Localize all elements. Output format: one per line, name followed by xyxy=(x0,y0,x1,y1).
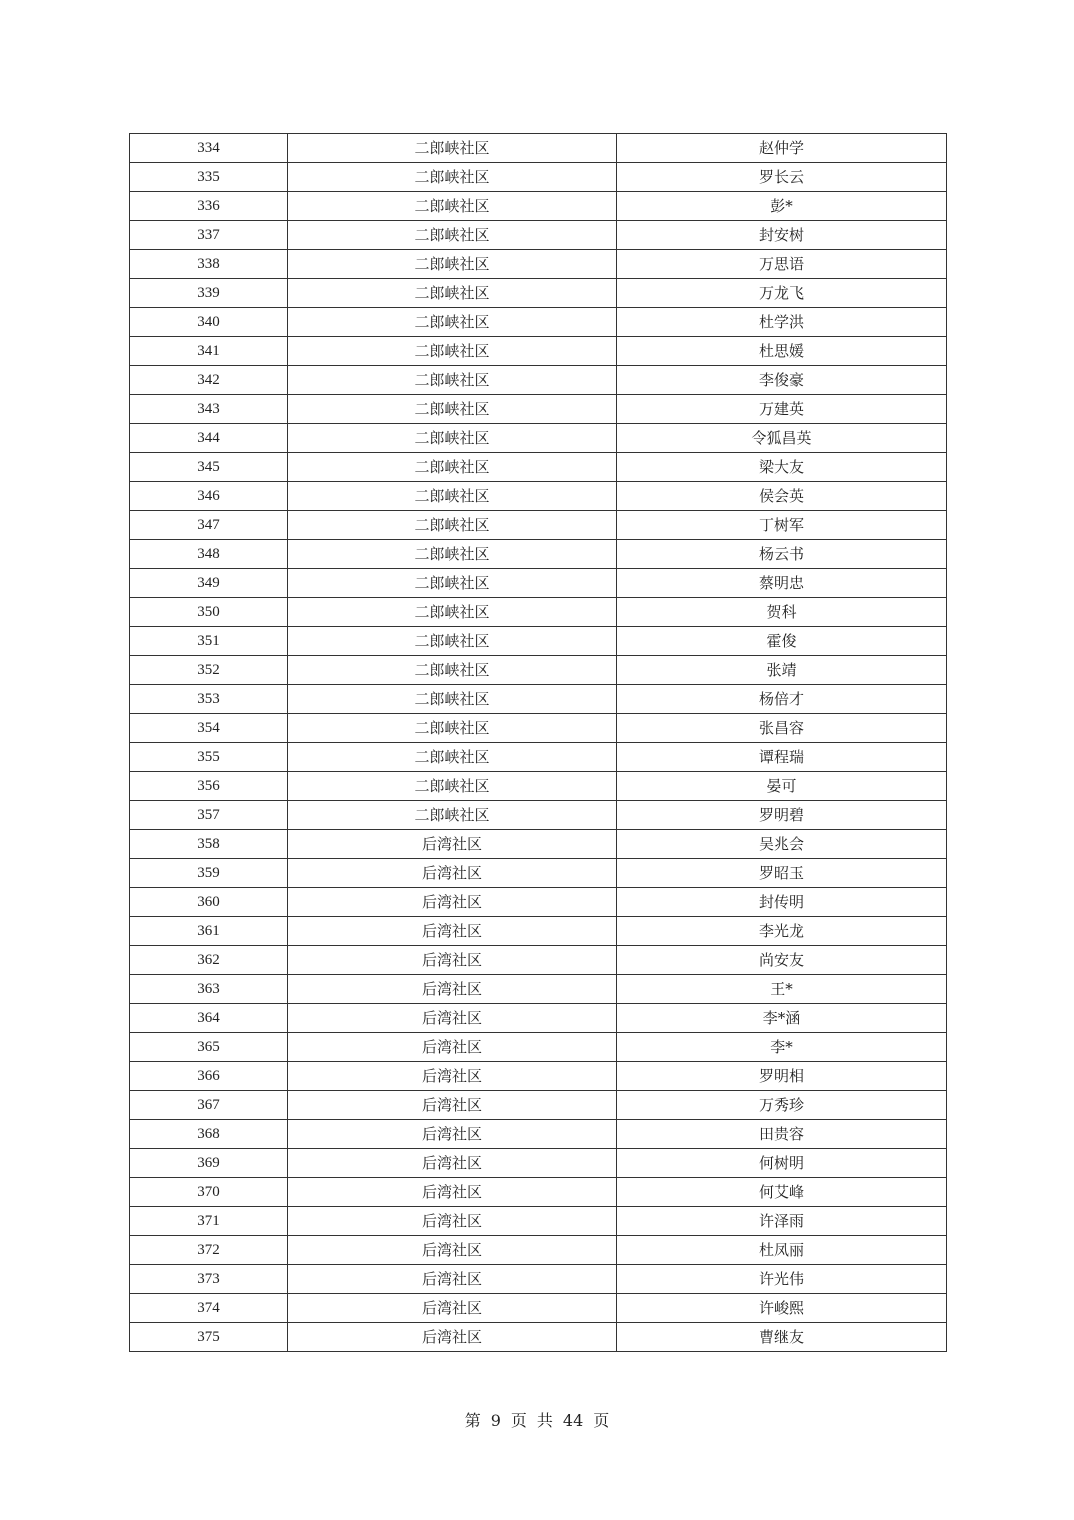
serial-number-cell: 353 xyxy=(130,685,288,714)
person-name-cell: 罗昭玉 xyxy=(617,859,947,888)
table-row xyxy=(130,1033,947,1062)
serial-number-cell: 341 xyxy=(130,337,288,366)
serial-number-cell: 367 xyxy=(130,1091,288,1120)
serial-number-cell: 337 xyxy=(130,221,288,250)
serial-number-cell: 340 xyxy=(130,308,288,337)
table-row xyxy=(130,366,947,395)
serial-number-cell: 361 xyxy=(130,917,288,946)
table-row xyxy=(130,888,947,917)
community-cell: 后湾社区 xyxy=(288,1236,617,1265)
serial-number-cell: 338 xyxy=(130,250,288,279)
person-name-cell: 张昌容 xyxy=(617,714,947,743)
community-cell: 二郎峡社区 xyxy=(288,366,617,395)
person-name-cell: 侯会英 xyxy=(617,482,947,511)
footer-page-word: 页 xyxy=(510,1411,527,1430)
community-cell: 二郎峡社区 xyxy=(288,482,617,511)
person-name-cell: 何艾峰 xyxy=(617,1178,947,1207)
community-cell: 二郎峡社区 xyxy=(288,511,617,540)
community-cell: 二郎峡社区 xyxy=(288,714,617,743)
table-row xyxy=(130,1062,947,1091)
serial-number-cell: 368 xyxy=(130,1120,288,1149)
serial-number-cell: 335 xyxy=(130,163,288,192)
table-row xyxy=(130,1091,947,1120)
table-row xyxy=(130,511,947,540)
table-row xyxy=(130,192,947,221)
community-cell: 后湾社区 xyxy=(288,1091,617,1120)
table-row xyxy=(130,337,947,366)
serial-number-cell: 346 xyxy=(130,482,288,511)
community-cell: 后湾社区 xyxy=(288,917,617,946)
table-row xyxy=(130,424,947,453)
community-cell: 后湾社区 xyxy=(288,888,617,917)
table-row xyxy=(130,685,947,714)
footer-prefix: 第 xyxy=(464,1411,481,1430)
table-row xyxy=(130,163,947,192)
community-cell: 二郎峡社区 xyxy=(288,308,617,337)
roster-table-body xyxy=(130,134,947,1352)
community-cell: 二郎峡社区 xyxy=(288,192,617,221)
person-name-cell: 封安树 xyxy=(617,221,947,250)
community-cell: 后湾社区 xyxy=(288,1033,617,1062)
table-row xyxy=(130,946,947,975)
serial-number-cell: 339 xyxy=(130,279,288,308)
serial-number-cell: 362 xyxy=(130,946,288,975)
community-cell: 后湾社区 xyxy=(288,1149,617,1178)
serial-number-cell: 344 xyxy=(130,424,288,453)
serial-number-cell: 347 xyxy=(130,511,288,540)
serial-number-cell: 350 xyxy=(130,598,288,627)
community-cell: 二郎峡社区 xyxy=(288,337,617,366)
person-name-cell: 赵仲学 xyxy=(617,134,947,163)
person-name-cell: 罗长云 xyxy=(617,163,947,192)
community-cell: 二郎峡社区 xyxy=(288,598,617,627)
footer-suffix: 页 xyxy=(593,1411,610,1430)
person-name-cell: 吴兆会 xyxy=(617,830,947,859)
person-name-cell: 贺科 xyxy=(617,598,947,627)
person-name-cell: 李俊豪 xyxy=(617,366,947,395)
person-name-cell: 许峻熙 xyxy=(617,1294,947,1323)
table-row xyxy=(130,221,947,250)
serial-number-cell: 352 xyxy=(130,656,288,685)
person-name-cell: 万秀珍 xyxy=(617,1091,947,1120)
person-name-cell: 杜凤丽 xyxy=(617,1236,947,1265)
serial-number-cell: 369 xyxy=(130,1149,288,1178)
person-name-cell: 许泽雨 xyxy=(617,1207,947,1236)
serial-number-cell: 375 xyxy=(130,1323,288,1352)
community-cell: 二郎峡社区 xyxy=(288,134,617,163)
serial-number-cell: 358 xyxy=(130,830,288,859)
community-cell: 后湾社区 xyxy=(288,1178,617,1207)
community-cell: 二郎峡社区 xyxy=(288,685,617,714)
community-cell: 后湾社区 xyxy=(288,1004,617,1033)
community-cell: 二郎峡社区 xyxy=(288,540,617,569)
table-row xyxy=(130,308,947,337)
page-footer xyxy=(0,1409,1074,1433)
serial-number-cell: 334 xyxy=(130,134,288,163)
serial-number-cell: 365 xyxy=(130,1033,288,1062)
serial-number-cell: 342 xyxy=(130,366,288,395)
serial-number-cell: 355 xyxy=(130,743,288,772)
person-name-cell: 万龙飞 xyxy=(617,279,947,308)
person-name-cell: 蔡明忠 xyxy=(617,569,947,598)
table-row xyxy=(130,134,947,163)
person-name-cell: 田贵容 xyxy=(617,1120,947,1149)
serial-number-cell: 336 xyxy=(130,192,288,221)
person-name-cell: 李*涵 xyxy=(617,1004,947,1033)
community-cell: 二郎峡社区 xyxy=(288,627,617,656)
community-cell: 二郎峡社区 xyxy=(288,772,617,801)
table-row xyxy=(130,1323,947,1352)
table-row xyxy=(130,395,947,424)
person-name-cell: 令狐昌英 xyxy=(617,424,947,453)
person-name-cell: 罗明碧 xyxy=(617,801,947,830)
person-name-cell: 何树明 xyxy=(617,1149,947,1178)
community-cell: 后湾社区 xyxy=(288,975,617,1004)
person-name-cell: 李* xyxy=(617,1033,947,1062)
table-row xyxy=(130,1149,947,1178)
person-name-cell: 万建英 xyxy=(617,395,947,424)
community-cell: 后湾社区 xyxy=(288,830,617,859)
community-cell: 后湾社区 xyxy=(288,1207,617,1236)
serial-number-cell: 360 xyxy=(130,888,288,917)
community-cell: 后湾社区 xyxy=(288,1323,617,1352)
community-cell: 二郎峡社区 xyxy=(288,424,617,453)
roster-table xyxy=(129,133,947,1352)
person-name-cell: 李光龙 xyxy=(617,917,947,946)
community-cell: 后湾社区 xyxy=(288,1120,617,1149)
community-cell: 二郎峡社区 xyxy=(288,279,617,308)
person-name-cell: 梁大友 xyxy=(617,453,947,482)
table-row xyxy=(130,772,947,801)
table-row xyxy=(130,743,947,772)
table-row xyxy=(130,1207,947,1236)
serial-number-cell: 366 xyxy=(130,1062,288,1091)
community-cell: 二郎峡社区 xyxy=(288,250,617,279)
person-name-cell: 万思语 xyxy=(617,250,947,279)
person-name-cell: 霍俊 xyxy=(617,627,947,656)
person-name-cell: 尚安友 xyxy=(617,946,947,975)
serial-number-cell: 374 xyxy=(130,1294,288,1323)
serial-number-cell: 356 xyxy=(130,772,288,801)
serial-number-cell: 364 xyxy=(130,1004,288,1033)
table-row xyxy=(130,1120,947,1149)
person-name-cell: 晏可 xyxy=(617,772,947,801)
serial-number-cell: 373 xyxy=(130,1265,288,1294)
table-row xyxy=(130,1265,947,1294)
person-name-cell: 丁树军 xyxy=(617,511,947,540)
serial-number-cell: 348 xyxy=(130,540,288,569)
community-cell: 二郎峡社区 xyxy=(288,656,617,685)
community-cell: 二郎峡社区 xyxy=(288,221,617,250)
community-cell: 后湾社区 xyxy=(288,1062,617,1091)
community-cell: 二郎峡社区 xyxy=(288,569,617,598)
table-row xyxy=(130,975,947,1004)
table-row xyxy=(130,279,947,308)
table-row xyxy=(130,656,947,685)
community-cell: 后湾社区 xyxy=(288,946,617,975)
table-row xyxy=(130,917,947,946)
footer-total-pages: 44 xyxy=(562,1411,584,1430)
serial-number-cell: 359 xyxy=(130,859,288,888)
serial-number-cell: 372 xyxy=(130,1236,288,1265)
community-cell: 二郎峡社区 xyxy=(288,163,617,192)
table-row xyxy=(130,482,947,511)
table-row xyxy=(130,250,947,279)
community-cell: 后湾社区 xyxy=(288,1294,617,1323)
community-cell: 后湾社区 xyxy=(288,859,617,888)
serial-number-cell: 345 xyxy=(130,453,288,482)
community-cell: 后湾社区 xyxy=(288,1265,617,1294)
serial-number-cell: 349 xyxy=(130,569,288,598)
community-cell: 二郎峡社区 xyxy=(288,801,617,830)
community-cell: 二郎峡社区 xyxy=(288,395,617,424)
table-row xyxy=(130,714,947,743)
table-row xyxy=(130,1004,947,1033)
table-row xyxy=(130,830,947,859)
table-row xyxy=(130,627,947,656)
person-name-cell: 罗明相 xyxy=(617,1062,947,1091)
serial-number-cell: 354 xyxy=(130,714,288,743)
person-name-cell: 彭* xyxy=(617,192,947,221)
person-name-cell: 王* xyxy=(617,975,947,1004)
table-row xyxy=(130,1294,947,1323)
person-name-cell: 杨云书 xyxy=(617,540,947,569)
person-name-cell: 封传明 xyxy=(617,888,947,917)
serial-number-cell: 363 xyxy=(130,975,288,1004)
table-row xyxy=(130,569,947,598)
person-name-cell: 许光伟 xyxy=(617,1265,947,1294)
table-row xyxy=(130,540,947,569)
serial-number-cell: 343 xyxy=(130,395,288,424)
person-name-cell: 杜思媛 xyxy=(617,337,947,366)
serial-number-cell: 371 xyxy=(130,1207,288,1236)
serial-number-cell: 370 xyxy=(130,1178,288,1207)
table-row xyxy=(130,598,947,627)
footer-current-page: 9 xyxy=(490,1411,501,1430)
table-row xyxy=(130,859,947,888)
community-cell: 二郎峡社区 xyxy=(288,453,617,482)
person-name-cell: 杜学洪 xyxy=(617,308,947,337)
serial-number-cell: 357 xyxy=(130,801,288,830)
table-row xyxy=(130,801,947,830)
person-name-cell: 张靖 xyxy=(617,656,947,685)
serial-number-cell: 351 xyxy=(130,627,288,656)
person-name-cell: 曹继友 xyxy=(617,1323,947,1352)
table-row xyxy=(130,1236,947,1265)
community-cell: 二郎峡社区 xyxy=(288,743,617,772)
table-row xyxy=(130,453,947,482)
person-name-cell: 谭程瑞 xyxy=(617,743,947,772)
footer-total-word: 共 xyxy=(536,1411,553,1430)
table-row xyxy=(130,1178,947,1207)
person-name-cell: 杨倍才 xyxy=(617,685,947,714)
